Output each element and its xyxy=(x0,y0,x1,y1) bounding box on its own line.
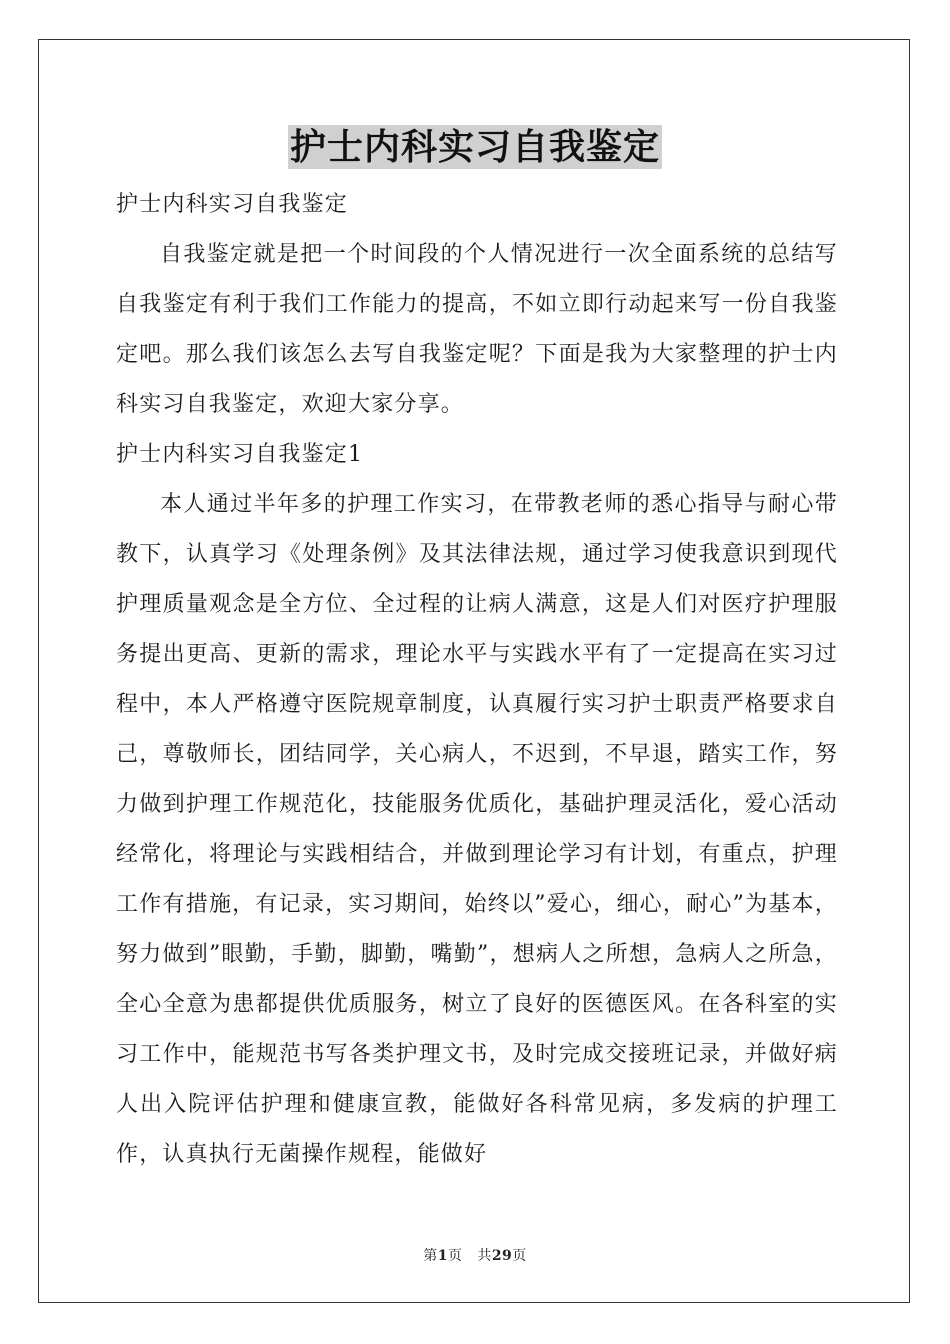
section1-paragraph: 本人通过半年多的护理工作实习，在带教老师的悉心指导与耐心带教下，认真学习《处理条例》及其法律法规，通过学习使我意识到现代护理质量观念是全方位、全过程的让病人满意，这是人们对医疗护理服务提出更高、更新的需求，理论水平与实践水平有了一定提高在实习过程中，本人严格遵守医院规章制度，认真履行实习护士职责严格要求自己，尊敬师长，团结同学，关心病人，不迟到，不早退，踏实工作，努力做到护理工作规范化，技能服务优质化，基础护理灵活化，爱心活动经常化，将理论与实践相结合，并做到理论学习有计划，有重点，护理工作有措施，有记录，实习期间，始终以”爱心，细心，耐心”为基本，努力做到”眼勤，手勤，脚勤，嘴勤”，想病人之所想，急病人之所急，全心全意为患都提供优质服务，树立了良好的医德医风。在各科室的实习工作中，能规范书写各类护理文书，及时完成交接班记录，并做好病人出入院评估护理和健康宣教，能做好各科常见病，多发病的护理工作，认真执行无菌操作规程，能做好 xyxy=(116,492,838,1167)
page-number: 1 xyxy=(437,1248,448,1264)
document-subtitle: 护士内科实习自我鉴定 xyxy=(116,192,349,217)
total-prefix: 共 xyxy=(477,1248,492,1264)
intro-paragraph: 自我鉴定就是把一个时间段的个人情况进行一次全面系统的总结写自我鉴定有利于我们工作能力的提高，不如立即行动起来写一份自我鉴定吧。那么我们该怎么去写自我鉴定呢？下面是我为大家整理的护士内科实习自我鉴定，欢迎大家分享。 xyxy=(116,242,838,417)
total-pages: 29 xyxy=(491,1248,513,1264)
page-footer xyxy=(0,1245,950,1265)
section1-heading: 护士内科实习自我鉴定1 xyxy=(116,442,364,467)
page-suffix: 页 xyxy=(447,1248,463,1264)
page-prefix: 第 xyxy=(423,1248,438,1264)
document-title: 护士内科实习自我鉴定 xyxy=(289,126,660,168)
title-wrap xyxy=(0,125,950,169)
total-suffix: 页 xyxy=(512,1248,527,1264)
document-body xyxy=(116,180,838,1180)
